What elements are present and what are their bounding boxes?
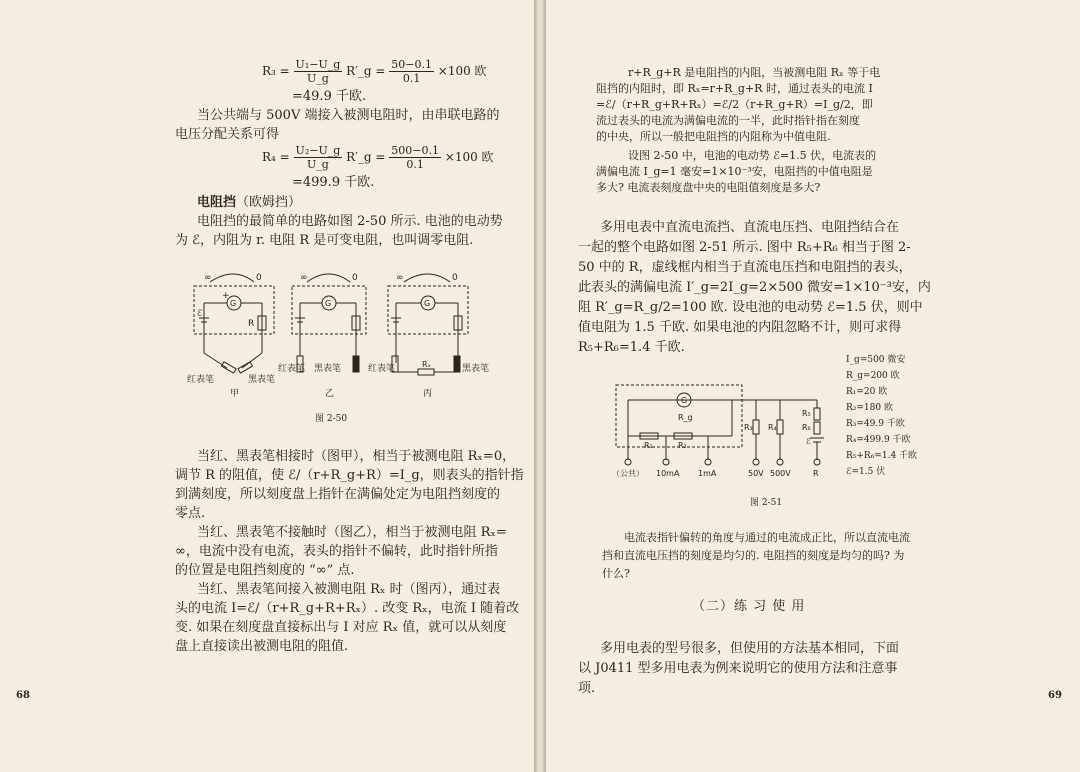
p-500v-line-1: 当公共端与 500V 端接入被测电阻时，由串联电路的 — [197, 108, 500, 123]
fig50-label-rx: Rₓ — [422, 360, 432, 369]
fig50-label-red-1: 红表笔 — [187, 375, 215, 385]
fig50-label-r-1: R — [248, 319, 255, 329]
fig50-label-g-2: G — [325, 299, 332, 308]
p-jia-line-1: 当红、黑表笔相接时（图甲），相当于被测电阻 Rₓ=0， — [197, 449, 516, 464]
eq-r3-mid: R′_g = — [346, 64, 386, 78]
box-line-3: =ℰ/（r+R_g+R+Rₓ）=ℰ/2（r+R_g+R）=I_g/2，即 — [596, 98, 873, 111]
eq-r4-mid: R′_g = — [346, 150, 386, 164]
equation-r4 — [262, 144, 494, 171]
fig51-label-10ma: 10mA — [656, 469, 680, 478]
box-line-7: 满偏电流 I_g=1 毫安=1×10⁻³安，电阻挡的中值电阻是 — [596, 165, 873, 178]
note-line-3: 什么? — [602, 567, 630, 580]
fig51-r4 — [777, 420, 783, 434]
eq-r4-result: =499.9 千欧. — [292, 175, 375, 190]
fig51-label-common: （公共） — [612, 469, 644, 478]
eq-r4-den2: 0.1 — [406, 158, 424, 171]
subsection-title: （二）练 习 使 用 — [692, 599, 806, 614]
box-line-5: 的中央，所以一般把电阻挡的内阻称为中值电阻. — [596, 130, 831, 143]
fig50-label-yi: 乙 — [325, 389, 335, 399]
box-line-4: 流过表头的电流为满偏电流的一半，此时指针指在刻度 — [596, 114, 860, 127]
p-usage-line-2: 以 J0411 型多用电表为例来说明它的使用方法和注意事 — [578, 661, 898, 676]
fig50-label-zero-1: 0 — [256, 273, 262, 283]
eq-r3-den1: U_g — [307, 72, 329, 85]
fig50-label-black-2: 黑表笔 — [314, 364, 342, 374]
fig51-label-r5: R₅ — [802, 409, 811, 418]
p-500v-line-2: 电压分配关系可得 — [175, 127, 280, 142]
p-usage-line-3: 项. — [578, 681, 596, 696]
legend-e: ℰ=1.5 伏 — [846, 467, 886, 477]
eq-r3-den2: 0.1 — [402, 72, 421, 85]
eq-r3-tail: ×100 欧 — [437, 64, 487, 78]
left-page-number: 68 — [16, 690, 30, 701]
fig50-label-bing: 丙 — [423, 389, 433, 399]
eq-r4-tail: ×100 欧 — [444, 150, 494, 164]
eq-r4-num1: U₂−U_g — [295, 144, 341, 157]
fig50-label-red-2: 红表笔 — [278, 364, 306, 374]
legend-ig: I_g=500 微安 — [846, 355, 906, 365]
figure-2-50 — [182, 268, 490, 399]
fig51-r3 — [753, 420, 759, 434]
fig50-label-inf-2: ∞ — [300, 273, 308, 283]
eq-r3-num1: U₁−U_g — [295, 58, 341, 71]
eq-r4-num2: 500−0.1 — [391, 144, 439, 157]
p-bing-line-1: 当红、黑表笔间接入被测电阻 Rₓ 时（图丙），通过表 — [197, 582, 501, 597]
legend-rg: R_g=200 欧 — [846, 371, 900, 381]
legend-r3: R₃=49.9 千欧 — [846, 419, 905, 429]
fig50-label-zero-2: 0 — [352, 273, 358, 283]
fig51-label-r4: R₄ — [768, 423, 777, 432]
fig51-label-r: R — [813, 469, 819, 478]
p-combined-line-5: 阻 R′_g=R_g/2=100 欧. 设电池的电动势 ℰ=1.5 伏，则中 — [578, 300, 923, 315]
fig51-label-r2: R₂ — [678, 441, 687, 450]
fig50-label-g-1: G — [230, 299, 237, 308]
fig50-label-red-3: 红表笔 — [368, 364, 396, 374]
eq-r3-num2: 50−0.1 — [391, 58, 432, 71]
fig50-jia-red-probe — [221, 362, 236, 373]
note-line-2: 挡和直流电压挡的刻度是均匀的. 电阻挡的刻度是均匀的吗? 为 — [602, 549, 905, 562]
p-combined-line-2: 一起的整个电路如图 2-51 所示. 图中 R₅+R₆ 相当于图 2- — [578, 240, 911, 255]
p-combined-line-1: 多用电表中直流电流挡、直流电压挡、电阻挡结合在 — [600, 220, 900, 235]
fig50-label-jia: 甲 — [230, 389, 240, 399]
note-line-1: 电流表指针偏转的角度与通过的电流成正比，所以直流电流 — [624, 531, 910, 544]
equation-r3 — [262, 58, 487, 85]
left-page — [0, 0, 534, 772]
section-subtitle: （欧姆挡） — [236, 195, 302, 210]
p-combined-line-3: 50 中的 R，虚线框内相当于直流电压挡和电阻挡的表头， — [578, 260, 912, 275]
legend-r1: R₁=20 欧 — [846, 387, 888, 397]
eq-r4-den1: U_g — [307, 158, 329, 171]
p-bing-line-4: 盘上直接读出被测电阻的阻值. — [175, 639, 349, 654]
fig51-label-r3: R₃ — [744, 423, 753, 432]
fig50-label-inf-3: ∞ — [396, 273, 404, 283]
p-bing-line-3: 变. 如果在刻度盘直接标出与 I 对应 Rₓ 值，就可以从刻度 — [175, 620, 507, 635]
fig50-label-inf-1: ∞ — [204, 273, 212, 283]
fig51-label-e: ℰ — [806, 437, 811, 446]
box-line-8: 多大? 电流表刻度盘中央的电阻值刻度是多大? — [596, 181, 821, 194]
p-yi-line-3: 的位置是电阻挡刻度的 “∞” 点. — [175, 563, 355, 578]
fig50-label-g-3: G — [424, 299, 431, 308]
section-heading — [197, 194, 301, 212]
fig50-label-zero-3: 0 — [452, 273, 458, 283]
fig50-bing-rx — [418, 369, 434, 375]
fig50-label-plus-1: + — [222, 291, 230, 301]
p-combined-line-7: R₅+R₆=1.4 千欧. — [578, 340, 685, 355]
p-usage-line-1: 多用电表的型号很多，但使用的方法基本相同，下面 — [600, 641, 900, 656]
p-intro-line-2: 为 ℰ，内阻为 r. 电阻 R 是可变电阻，也叫调零电阻. — [175, 233, 474, 248]
eq-r3-lhs: R₃ = — [262, 64, 290, 78]
fig51-label-1ma: 1mA — [698, 469, 717, 478]
right-page-number: 69 — [1048, 690, 1062, 701]
fig51-label-r6: R₆ — [802, 423, 811, 432]
figure-2-51 — [612, 380, 842, 480]
p-jia-line-4: 零点. — [175, 506, 206, 521]
fig50-jia-dial — [210, 274, 254, 282]
fig51-label-g: G — [681, 396, 688, 405]
fig51-label-50v: 50V — [748, 469, 764, 478]
box-line-1: r+R_g+R 是电阻挡的内阻，当被测电阻 Rₓ 等于电 — [628, 66, 881, 79]
p-yi-line-2: ∞，电流中没有电流，表头的指针不偏转，此时指针所指 — [175, 544, 498, 559]
p-combined-line-6: 值电阻为 1.5 千欧. 如果电池的内阻忽略不计，则可求得 — [578, 320, 902, 335]
fig51-r5 — [814, 408, 820, 420]
eq-r3-result: =49.9 千欧. — [292, 89, 367, 104]
fig50-label-black-1: 黑表笔 — [248, 375, 276, 385]
legend-r2: R₂=180 欧 — [846, 403, 893, 413]
p-combined-line-4: 此表头的满偏电流 I′_g=2I_g=2×500 微安=1×10⁻³安，内 — [578, 280, 931, 295]
fig50-caption: 图 2-50 — [315, 414, 348, 424]
fig51-label-r1: R₁ — [644, 441, 653, 450]
box-line-2: 阻挡的内阻时，即 Rₓ=r+R_g+R 时，通过表头的电流 I — [596, 82, 873, 95]
right-page — [546, 0, 1080, 772]
fig50-label-black-3: 黑表笔 — [462, 364, 490, 374]
fig50-jia-black-probe — [238, 362, 253, 373]
fig51-r6 — [814, 422, 820, 434]
p-yi-line-1: 当红、黑表笔不接触时（图乙），相当于被测电阻 Rₓ= — [197, 525, 507, 540]
p-jia-line-3: 到满刻度，所以刻度盘上指针在满偏处定为电阻挡刻度的 — [175, 487, 501, 502]
book-gutter — [534, 0, 546, 772]
fig51-label-rg: R_g — [678, 413, 693, 422]
legend-r56: R₅+R₆=1.4 千欧 — [846, 451, 918, 461]
p-jia-line-2: 调节 R 的阻值，使 ℰ/（r+R_g+R）=I_g，则表头的指针指 — [175, 468, 524, 483]
box-line-6: 设图 2-50 中，电池的电动势 ℰ=1.5 伏，电流表的 — [628, 149, 877, 162]
p-bing-line-2: 头的电流 I=ℰ/（r+R_g+R+Rₓ）. 改变 Rₓ，电流 I 随着改 — [175, 601, 520, 616]
section-title: 电阻挡 — [197, 195, 237, 210]
p-intro-line-1: 电阻挡的最简单的电路如图 2-50 所示. 电池的电动势 — [197, 214, 503, 229]
legend-r4: R₄=499.9 千欧 — [846, 435, 911, 445]
eq-r4-lhs: R₄ = — [262, 150, 290, 164]
fig51-label-500v: 500V — [770, 469, 791, 478]
fig50-label-e-1: ℰ — [197, 309, 203, 319]
fig51-caption: 图 2-51 — [750, 498, 783, 508]
